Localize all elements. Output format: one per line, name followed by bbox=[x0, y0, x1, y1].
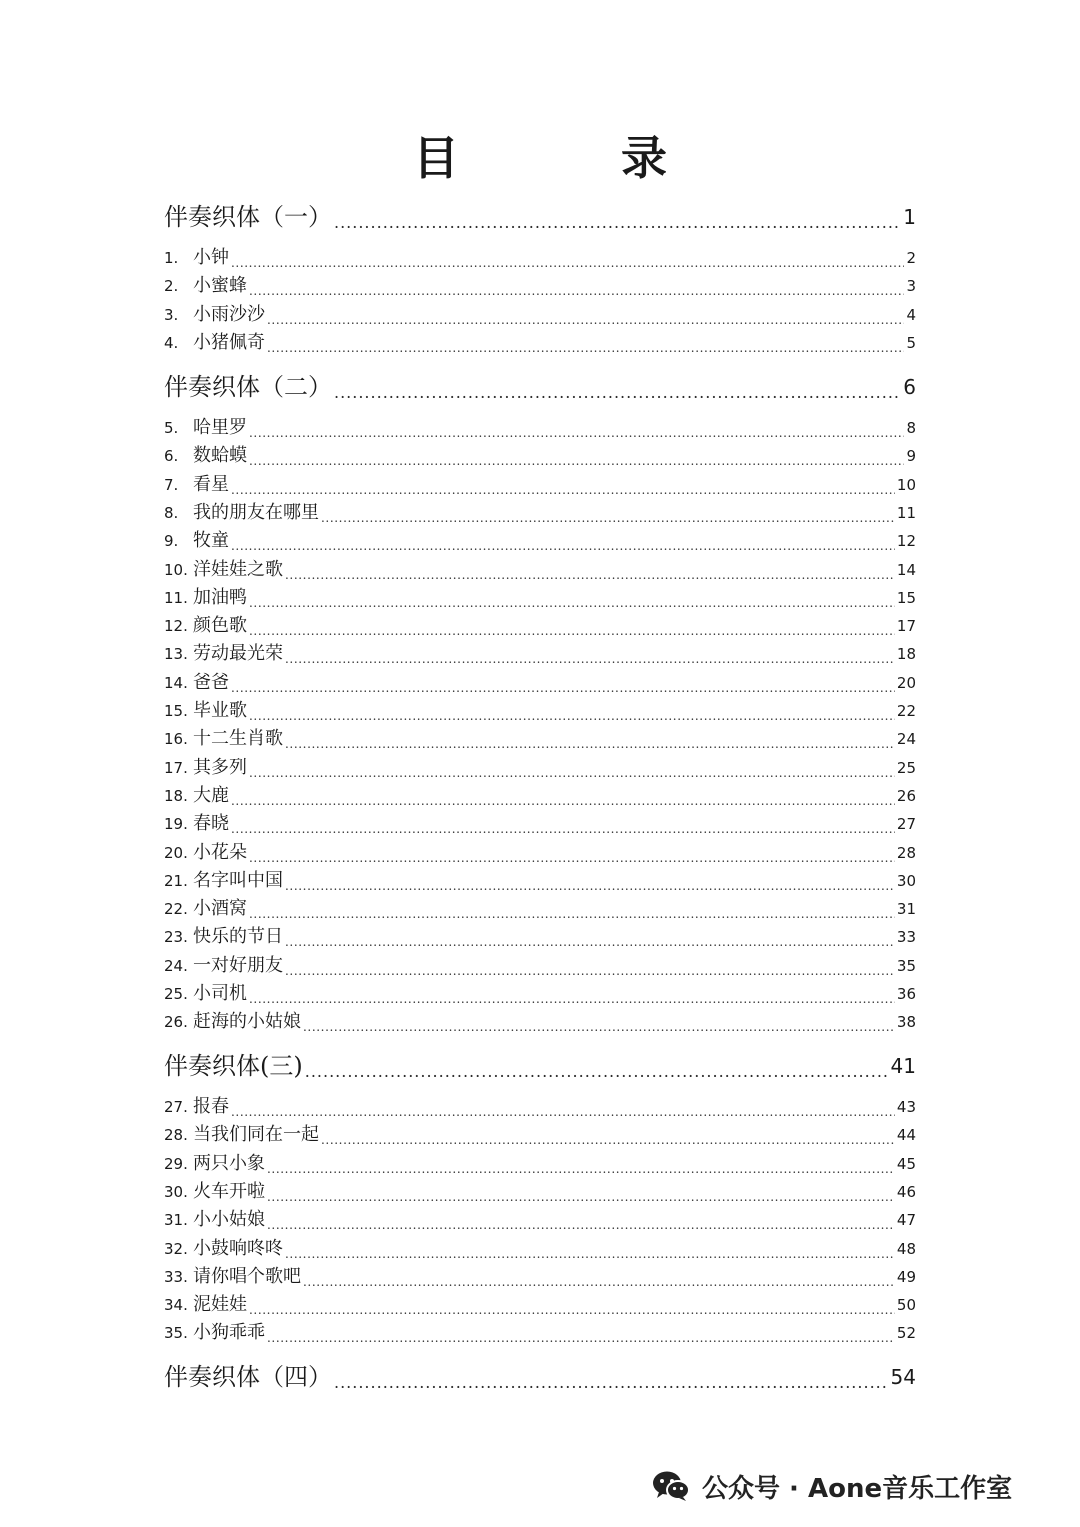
page-number: 46 bbox=[896, 1182, 916, 1201]
page-number: 11 bbox=[896, 503, 916, 522]
page-number: 2 bbox=[906, 249, 916, 267]
entry-number: 1. bbox=[164, 249, 179, 267]
page-number: 14 bbox=[896, 560, 916, 579]
toc-entry[interactable] bbox=[164, 1320, 916, 1346]
entry-title: 请你唱个歌吧 bbox=[193, 1265, 301, 1287]
page-number: 20 bbox=[896, 673, 916, 692]
watermark bbox=[652, 1466, 1012, 1506]
entry-label bbox=[164, 981, 247, 1007]
entry-label bbox=[164, 330, 265, 356]
toc-entry[interactable] bbox=[164, 528, 916, 554]
entry-label bbox=[164, 1236, 283, 1262]
entry-title: 颜色歌 bbox=[193, 615, 247, 637]
entry-number: 25. bbox=[164, 985, 188, 1003]
page-number: 48 bbox=[896, 1239, 916, 1258]
entry-number: 33. bbox=[164, 1267, 188, 1286]
entry-number: 5. bbox=[164, 419, 179, 437]
dot-leader bbox=[249, 840, 895, 866]
entry-label bbox=[164, 698, 247, 724]
page-number: 22 bbox=[896, 702, 916, 720]
dot-leader bbox=[231, 783, 895, 809]
page-number: 44 bbox=[896, 1126, 916, 1145]
entry-title: 毕业歌 bbox=[193, 700, 247, 721]
toc-entry[interactable] bbox=[164, 443, 916, 469]
entry-title: 小猪佩奇 bbox=[193, 331, 265, 353]
page-number: 24 bbox=[896, 730, 916, 749]
dot-leader bbox=[321, 500, 895, 526]
toc-entry[interactable] bbox=[164, 245, 916, 271]
toc-section-heading[interactable] bbox=[164, 370, 916, 404]
page-number: 6 bbox=[903, 375, 916, 399]
page-title: 目 录 bbox=[413, 131, 725, 185]
dot-leader bbox=[285, 868, 895, 894]
toc-entry[interactable] bbox=[164, 670, 916, 696]
entry-number: 22. bbox=[164, 900, 188, 919]
page-number: 43 bbox=[896, 1098, 916, 1116]
entry-label bbox=[164, 1179, 265, 1205]
entry-number: 16. bbox=[164, 730, 188, 749]
entry-label bbox=[164, 1009, 301, 1035]
dot-leader bbox=[249, 585, 895, 611]
entry-title: 牧童 bbox=[193, 530, 229, 552]
dot-leader bbox=[303, 1264, 895, 1290]
dot-leader bbox=[249, 698, 895, 724]
entry-number: 6. bbox=[164, 447, 179, 466]
page-number: 47 bbox=[896, 1211, 916, 1230]
dot-leader bbox=[303, 1009, 895, 1035]
toc-entry[interactable] bbox=[164, 1264, 916, 1290]
dot-leader bbox=[231, 528, 895, 554]
entry-number: 35. bbox=[164, 1324, 188, 1343]
entry-title: 赶海的小姑娘 bbox=[193, 1011, 301, 1033]
dot-leader bbox=[249, 1292, 895, 1318]
entry-label bbox=[164, 868, 283, 894]
entry-label bbox=[164, 273, 247, 299]
entry-number: 2. bbox=[164, 277, 179, 296]
entry-number: 30. bbox=[164, 1182, 188, 1201]
page-number: 3 bbox=[906, 277, 916, 296]
toc-entry[interactable] bbox=[164, 1122, 916, 1148]
entry-label bbox=[164, 302, 265, 328]
toc-entry[interactable] bbox=[164, 1009, 916, 1035]
toc-entry[interactable] bbox=[164, 698, 916, 724]
entry-title: 一对好朋友 bbox=[193, 954, 283, 976]
section-title: 伴奏织体（一） bbox=[164, 203, 332, 231]
section-title: 伴奏织体（二） bbox=[164, 373, 332, 401]
entry-number: 8. bbox=[164, 503, 179, 522]
dot-leader bbox=[285, 953, 895, 979]
page-number: 38 bbox=[896, 1013, 916, 1032]
entry-number: 28. bbox=[164, 1126, 188, 1145]
entry-title: 小司机 bbox=[193, 983, 247, 1004]
entry-label bbox=[164, 755, 247, 781]
entry-title: 小小姑娘 bbox=[193, 1209, 265, 1231]
entry-title: 其多列 bbox=[193, 756, 247, 778]
page-number: 25 bbox=[896, 758, 916, 777]
dot-leader bbox=[249, 443, 904, 469]
entry-title: 劳动最光荣 bbox=[193, 643, 283, 665]
dot-leader bbox=[267, 330, 904, 356]
entry-number: 20. bbox=[164, 843, 188, 862]
page-number: 26 bbox=[896, 786, 916, 805]
dot-leader bbox=[231, 245, 904, 271]
page-number: 8 bbox=[906, 419, 916, 437]
page-number: 10 bbox=[896, 475, 916, 494]
entry-label bbox=[164, 443, 247, 469]
entry-label bbox=[164, 641, 283, 667]
entry-number: 27. bbox=[164, 1098, 188, 1116]
entry-title: 小鼓响咚咚 bbox=[193, 1237, 283, 1259]
entry-label bbox=[164, 811, 229, 837]
dot-leader bbox=[249, 273, 904, 299]
entry-title: 哈里罗 bbox=[193, 417, 247, 438]
toc-entry[interactable] bbox=[164, 1094, 916, 1120]
entry-number: 15. bbox=[164, 702, 188, 720]
page-number: 12 bbox=[896, 532, 916, 551]
page-number: 17 bbox=[896, 617, 916, 636]
entry-label bbox=[164, 726, 283, 752]
entry-number: 3. bbox=[164, 305, 179, 324]
entry-number: 21. bbox=[164, 871, 188, 890]
dot-leader bbox=[231, 472, 895, 498]
toc-entry[interactable] bbox=[164, 273, 916, 299]
dot-leader bbox=[267, 1207, 895, 1233]
toc-entry[interactable] bbox=[164, 1292, 916, 1318]
toc-entry[interactable] bbox=[164, 613, 916, 639]
dot-leader bbox=[249, 981, 895, 1007]
entry-label bbox=[164, 783, 229, 809]
entry-label bbox=[164, 1122, 319, 1148]
page-number: 4 bbox=[906, 305, 916, 324]
page-number: 5 bbox=[906, 333, 916, 352]
entry-title: 小雨沙沙 bbox=[193, 303, 265, 325]
entry-title: 数蛤蟆 bbox=[193, 445, 247, 467]
entry-title: 十二生肖歌 bbox=[193, 728, 283, 750]
entry-label bbox=[164, 924, 283, 950]
entry-number: 10. bbox=[164, 560, 188, 579]
wechat-icon bbox=[652, 1470, 690, 1502]
toc-entry[interactable] bbox=[164, 1236, 916, 1262]
toc-entry[interactable] bbox=[164, 726, 916, 752]
toc-entry[interactable] bbox=[164, 585, 916, 611]
dot-leader bbox=[249, 896, 895, 922]
dot-leader bbox=[249, 613, 895, 639]
page-number: 36 bbox=[896, 985, 916, 1003]
entry-number: 34. bbox=[164, 1296, 188, 1315]
entry-label bbox=[164, 1320, 265, 1346]
section-title: 伴奏织体(三) bbox=[164, 1052, 303, 1080]
dot-leader bbox=[267, 1151, 895, 1177]
entry-label bbox=[164, 953, 283, 979]
entry-number: 11. bbox=[164, 588, 188, 607]
page-number: 28 bbox=[896, 843, 916, 862]
toc-entry[interactable] bbox=[164, 500, 916, 526]
page-number: 31 bbox=[896, 900, 916, 919]
entry-number: 14. bbox=[164, 673, 188, 692]
toc-entry[interactable] bbox=[164, 896, 916, 922]
dot-leader bbox=[334, 370, 901, 404]
page-number: 15 bbox=[896, 588, 916, 607]
toc-section-heading[interactable] bbox=[164, 1049, 916, 1083]
entry-title: 名字叫中国 bbox=[193, 869, 283, 891]
page-number: 9 bbox=[906, 447, 916, 466]
entry-number: 17. bbox=[164, 758, 188, 777]
entry-title: 洋娃娃之歌 bbox=[193, 558, 283, 580]
toc-entry[interactable] bbox=[164, 811, 916, 837]
page-number: 30 bbox=[896, 871, 916, 890]
entry-number: 32. bbox=[164, 1239, 188, 1258]
dot-leader bbox=[267, 1320, 895, 1346]
toc-entry[interactable] bbox=[164, 868, 916, 894]
page-number: 50 bbox=[896, 1296, 916, 1315]
entry-title: 小钟 bbox=[193, 247, 229, 268]
entry-title: 小狗乖乖 bbox=[193, 1322, 265, 1344]
entry-title: 爸爸 bbox=[193, 671, 229, 693]
entry-title: 小花朵 bbox=[193, 841, 247, 863]
page-number: 49 bbox=[896, 1267, 916, 1286]
entry-title: 小蜜蜂 bbox=[193, 275, 247, 297]
page-number: 45 bbox=[896, 1154, 916, 1173]
entry-number: 23. bbox=[164, 928, 188, 947]
toc-entry[interactable] bbox=[164, 472, 916, 498]
entry-title: 春晓 bbox=[193, 813, 229, 835]
entry-label bbox=[164, 613, 247, 639]
entry-label bbox=[164, 670, 229, 696]
entry-label bbox=[164, 528, 229, 554]
dot-leader bbox=[285, 557, 895, 583]
entry-number: 9. bbox=[164, 532, 179, 551]
entry-number: 26. bbox=[164, 1013, 188, 1032]
dot-leader bbox=[231, 1094, 895, 1120]
entry-title: 小酒窝 bbox=[193, 898, 247, 920]
entry-label bbox=[164, 1207, 265, 1233]
toc-entry[interactable] bbox=[164, 302, 916, 328]
page-number: 41 bbox=[890, 1054, 916, 1078]
toc-entry[interactable] bbox=[164, 1207, 916, 1233]
entry-label bbox=[164, 1264, 301, 1290]
entry-label bbox=[164, 245, 229, 271]
entry-title: 大鹿 bbox=[193, 784, 229, 806]
dot-leader bbox=[285, 641, 895, 667]
entry-number: 12. bbox=[164, 617, 188, 636]
toc-entry[interactable] bbox=[164, 1179, 916, 1205]
toc-section-heading[interactable] bbox=[164, 1360, 916, 1394]
page-number: 18 bbox=[896, 645, 916, 664]
entry-title: 我的朋友在哪里 bbox=[193, 501, 319, 523]
entry-title: 两只小象 bbox=[193, 1152, 265, 1174]
page-number: 54 bbox=[890, 1365, 916, 1389]
entry-number: 19. bbox=[164, 815, 188, 834]
dot-leader bbox=[249, 415, 904, 441]
toc-entry[interactable] bbox=[164, 1151, 916, 1177]
entry-label bbox=[164, 585, 247, 611]
toc-entry[interactable] bbox=[164, 415, 916, 441]
toc-entry[interactable] bbox=[164, 330, 916, 356]
page-number: 33 bbox=[896, 928, 916, 947]
entry-number: 4. bbox=[164, 333, 179, 352]
page-number: 1 bbox=[903, 205, 916, 229]
dot-leader bbox=[285, 924, 895, 950]
dot-leader bbox=[321, 1122, 895, 1148]
dot-leader bbox=[231, 811, 895, 837]
section-title: 伴奏织体（四） bbox=[164, 1363, 332, 1391]
entry-label bbox=[164, 472, 229, 498]
entry-title: 当我们同在一起 bbox=[193, 1124, 319, 1146]
dot-leader bbox=[267, 1179, 895, 1205]
entry-title: 快乐的节日 bbox=[193, 926, 283, 948]
entry-number: 24. bbox=[164, 956, 188, 975]
dot-leader bbox=[285, 726, 895, 752]
entry-title: 加油鸭 bbox=[193, 586, 247, 608]
entry-number: 7. bbox=[164, 475, 179, 494]
entry-number: 13. bbox=[164, 645, 188, 664]
entry-number: 18. bbox=[164, 786, 188, 805]
entry-title: 火车开啦 bbox=[193, 1180, 265, 1202]
entry-title: 看星 bbox=[193, 473, 229, 495]
entry-label bbox=[164, 896, 247, 922]
watermark-text: 公众号 · Aone音乐工作室 bbox=[702, 1473, 1013, 1504]
dot-leader bbox=[305, 1049, 889, 1083]
toc-entry[interactable] bbox=[164, 557, 916, 583]
dot-leader bbox=[249, 755, 895, 781]
page-number: 27 bbox=[896, 815, 916, 834]
toc-entry[interactable] bbox=[164, 755, 916, 781]
page-number: 35 bbox=[896, 956, 916, 975]
toc-entry[interactable] bbox=[164, 783, 916, 809]
entry-number: 31. bbox=[164, 1211, 188, 1230]
dot-leader bbox=[231, 670, 895, 696]
dot-leader bbox=[285, 1236, 895, 1262]
entry-title: 报春 bbox=[193, 1096, 229, 1117]
dot-leader bbox=[267, 302, 904, 328]
entry-label bbox=[164, 1151, 265, 1177]
toc-entry[interactable] bbox=[164, 953, 916, 979]
toc-entry[interactable] bbox=[164, 641, 916, 667]
toc-entry[interactable] bbox=[164, 840, 916, 866]
entry-label bbox=[164, 415, 247, 441]
entry-label bbox=[164, 557, 283, 583]
toc-section-heading[interactable] bbox=[164, 200, 916, 234]
dot-leader bbox=[334, 200, 901, 234]
entry-label bbox=[164, 1094, 229, 1120]
entry-label bbox=[164, 1292, 247, 1318]
entry-title: 泥娃娃 bbox=[193, 1294, 247, 1316]
entry-label bbox=[164, 500, 319, 526]
dot-leader bbox=[334, 1360, 889, 1394]
toc-entry[interactable] bbox=[164, 981, 916, 1007]
page-number: 52 bbox=[896, 1324, 916, 1343]
entry-label bbox=[164, 840, 247, 866]
toc-entry[interactable] bbox=[164, 924, 916, 950]
entry-number: 29. bbox=[164, 1154, 188, 1173]
